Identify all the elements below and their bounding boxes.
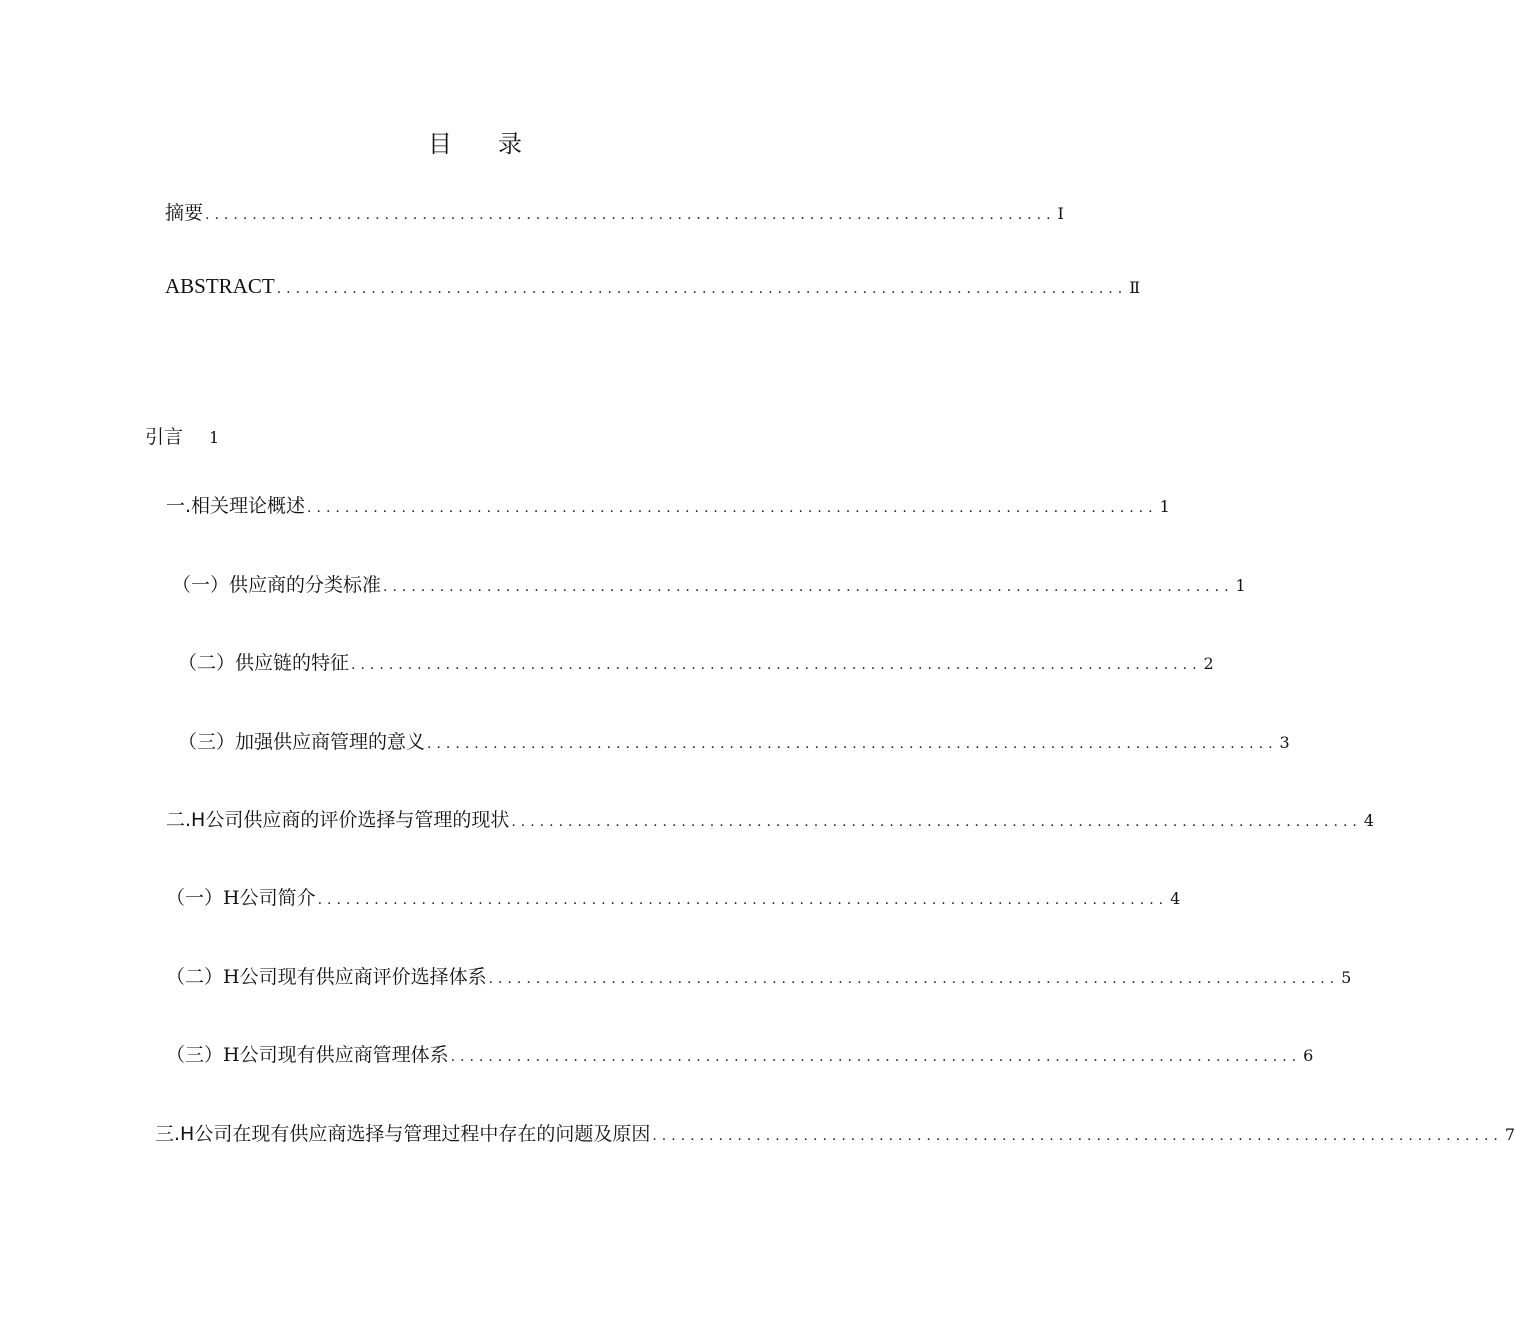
toc-entry-section-1-3[interactable] [178, 727, 1290, 755]
toc-entry-abstract-en[interactable] [165, 274, 1141, 302]
toc-entry-label: ABSTRACT [165, 274, 275, 298]
toc-entry-label: 一.相关理论概述 [166, 495, 306, 517]
toc-entry-section-2-3[interactable] [166, 1040, 1314, 1068]
toc-entry-label: （一）供应商的分类标准 [172, 574, 382, 596]
dot-leader: .......................................................................................... [307, 500, 1158, 516]
toc-entry-introduction[interactable] [145, 422, 219, 449]
toc-entry-page: 1 [1159, 497, 1170, 516]
toc-entry-label: 引言 [145, 426, 184, 448]
toc-entry-label: （二）供应链的特征 [178, 652, 350, 674]
toc-entry-section-2-1[interactable] [166, 883, 1181, 911]
toc-entry-label: 三.H公司在现有供应商选择与管理过程中存在的问题及原因 [155, 1123, 651, 1145]
toc-entry-page: 5 [1341, 968, 1352, 987]
toc-entry-page: 6 [1303, 1046, 1314, 1065]
toc-entry-section-2-2[interactable] [166, 962, 1352, 990]
toc-entry-page: 7 [1504, 1125, 1515, 1144]
dot-leader: .......................................................................................... [488, 971, 1340, 987]
toc-entry-page: Ⅱ [1129, 278, 1141, 297]
toc-title-right: 录 [498, 130, 522, 158]
dot-leader: .......................................................................................... [511, 814, 1362, 830]
toc-entry-label: （三）加强供应商管理的意义 [178, 731, 426, 753]
dot-leader: .......................................................................................... [450, 1049, 1302, 1065]
toc-entry-page: 1 [1235, 576, 1246, 595]
toc-entry-page: 4 [1363, 811, 1375, 830]
dot-leader: .......................................................................................... [351, 657, 1202, 673]
toc-entry-page: 2 [1203, 654, 1214, 673]
dot-leader: .......................................................................................... [205, 207, 1056, 223]
dot-leader: .......................................................................................... [383, 579, 1234, 595]
toc-entry-label: （二）H公司现有供应商评价选择体系 [166, 966, 487, 988]
toc-entry-label: （一）H公司简介 [166, 887, 316, 909]
toc-entry-label: 摘要 [165, 202, 204, 224]
toc-entry-label: （三）H公司现有供应商管理体系 [166, 1044, 449, 1066]
toc-entry-page: 1 [209, 428, 220, 447]
toc-entry-chapter-2[interactable] [166, 805, 1375, 833]
dot-leader: .......................................................................................... [317, 892, 1169, 908]
dot-leader: .......................................................................................... [652, 1128, 1503, 1144]
toc-entry-page: 4 [1170, 889, 1181, 908]
toc-entry-page: 3 [1279, 733, 1290, 752]
toc-entry-chapter-3[interactable] [155, 1119, 1515, 1147]
toc-entry-section-1-2[interactable] [178, 648, 1214, 676]
toc-title-left: 目 [428, 130, 452, 158]
toc-entry-abstract-cn[interactable] [165, 198, 1064, 226]
toc-entry-label: 二.H公司供应商的评价选择与管理的现状 [166, 809, 510, 831]
dot-leader: .......................................................................................... [276, 281, 1128, 297]
dot-leader: .......................................................................................... [427, 736, 1278, 752]
toc-entry-chapter-1[interactable] [166, 491, 1170, 519]
toc-title [0, 124, 950, 159]
toc-entry-section-1-1[interactable] [172, 570, 1246, 598]
toc-entry-page: Ⅰ [1057, 204, 1064, 223]
